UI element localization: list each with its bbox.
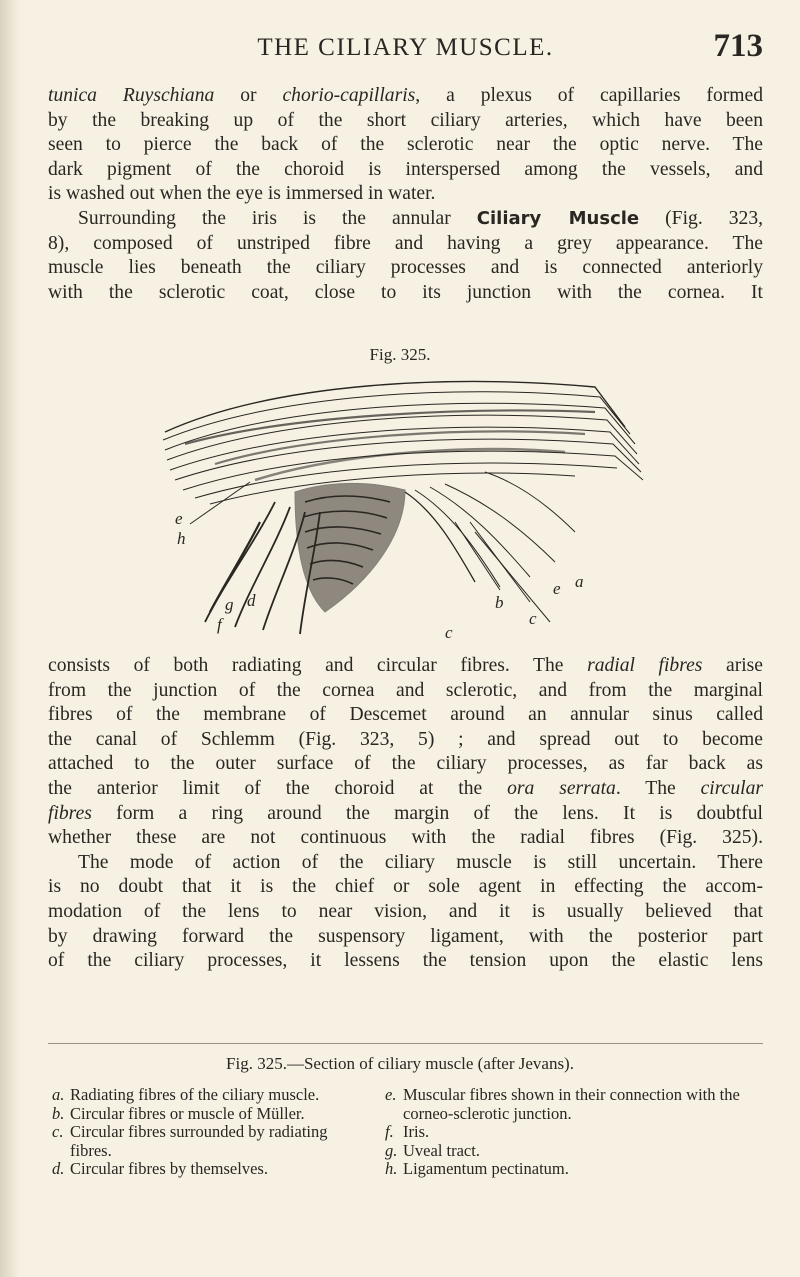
- text-line: of the ciliary processes, it lessens the tension upon the elastic lens: [48, 950, 763, 972]
- page-gutter-shadow: [0, 0, 20, 1277]
- body-paragraph-top: [48, 84, 763, 305]
- legend-item: c. Circular fibres surrounded by radiating fibres.: [52, 1122, 328, 1160]
- figure-letter-a: a: [575, 572, 584, 591]
- text-line: Surrounding the iris is the annular Ciliary Muscle (Fig. 323,: [78, 207, 764, 229]
- text-line: from the junction of the cornea and sclerotic, and from the marginal: [48, 679, 763, 701]
- legend-item: b. Circular fibres or muscle of Müller.: [52, 1103, 305, 1123]
- legend-item: e. Muscular fibres shown in their connection with the corneo-sclerotic junction.: [385, 1085, 740, 1123]
- text-line: is washed out when the eye is immersed in water.: [48, 183, 436, 205]
- text-line: by drawing forward the suspensory ligament, with the posterior part: [48, 925, 763, 947]
- figure-letter-c: c: [529, 609, 537, 628]
- text-line: dark pigment of the choroid is interspersed among the vessels, and: [48, 158, 763, 180]
- text-line: the anterior limit of the choroid at the ora serrata. The circular: [48, 777, 763, 799]
- text-line: with the sclerotic coat, close to its junction with the cornea. It: [48, 281, 763, 303]
- text-line: tunica Ruyschiana or chorio-capillaris, a plexus of capillaries formed: [48, 85, 763, 106]
- text-line: attached to the outer surface of the ciliary processes, as far back as: [48, 753, 763, 775]
- page-header: [48, 28, 763, 68]
- running-title: THE CILIARY MUSCLE.: [257, 34, 554, 61]
- ciliary-muscle-figure: [155, 372, 648, 642]
- body-paragraph-bottom: [48, 654, 763, 974]
- figure-letter-c2: c: [445, 623, 453, 642]
- legend-item: d. Circular fibres by themselves.: [52, 1159, 268, 1178]
- legend-item: h. Ligamentum pectinatum.: [385, 1159, 569, 1178]
- figure-label: Fig. 325.: [369, 345, 431, 364]
- text-line: the canal of Schlemm (Fig. 323, 5) ; and spread out to become: [48, 728, 763, 750]
- figure-letter-e2: e: [553, 579, 561, 598]
- text-line: seen to pierce the back of the sclerotic near the optic nerve. The: [48, 134, 763, 156]
- text-line: whether these are not continuous with the radial fibres (Fig. 325).: [48, 827, 763, 849]
- text-line: by the breaking up of the short ciliary arteries, which have been: [48, 109, 763, 131]
- figure-letter-e: e: [175, 509, 183, 528]
- figure-caption: Fig. 325.—Section of ciliary muscle (after Jevans).: [226, 1054, 574, 1073]
- legend-item: g. Uveal tract.: [385, 1140, 480, 1160]
- footnote-rule: [48, 1043, 763, 1044]
- text-line: modation of the lens to near vision, and it is usually believed that: [48, 900, 763, 922]
- legend-item: f. Iris.: [385, 1122, 430, 1141]
- figure-letter-f: f: [217, 615, 222, 634]
- text-line: 8), composed of unstriped fibre and having a grey appearance. The: [48, 232, 763, 254]
- text-line: fibres form a ring around the margin of the lens. It is doubtful: [48, 802, 763, 824]
- text-line: is no doubt that it is the chief or sole agent in effecting the accom-: [48, 876, 763, 898]
- text-line: muscle lies beneath the ciliary processes and is connected anteriorly: [48, 257, 763, 279]
- text-line: consists of both radiating and circular fibres. The radial fibres arise: [48, 655, 763, 676]
- figure-legend-left: [52, 1086, 372, 1179]
- text-line: fibres of the membrane of Descemet around an annular sinus called: [48, 704, 763, 726]
- figure-letter-g: g: [225, 595, 234, 614]
- figure-letter-d: d: [247, 591, 256, 610]
- figure-legend-right: [385, 1086, 765, 1179]
- text-line: The mode of action of the ciliary muscle is still uncertain. There: [78, 851, 763, 873]
- legend-item: a. Radiating fibres of the ciliary muscle.: [52, 1085, 320, 1104]
- figure-letter-b: b: [495, 593, 504, 612]
- page-number: 713: [713, 28, 763, 64]
- figure-letter-h: h: [177, 529, 186, 548]
